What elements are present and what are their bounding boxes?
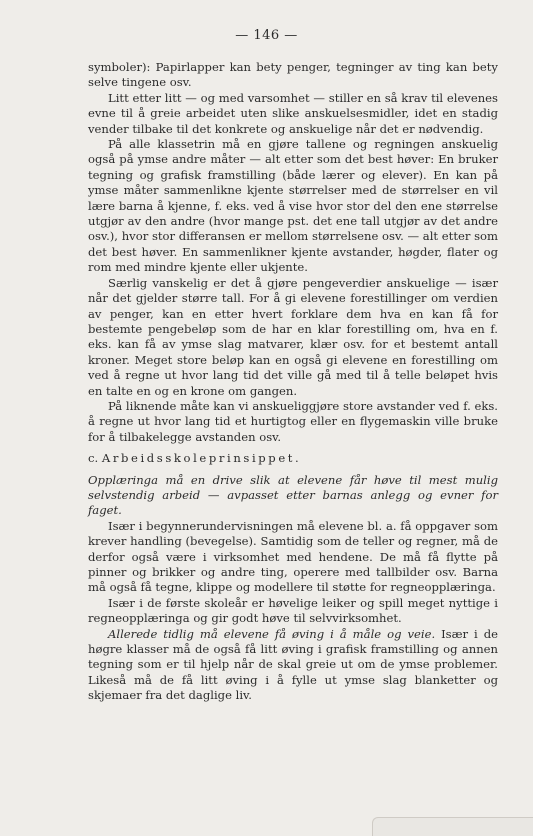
section-heading [88,451,498,466]
paragraph-continued: symboler): Papirlapper kan bety penger, tegninger av ting kan bety selve tingene osv. [88,60,498,90]
section-title: Arbeidsskoleprinsippet. [101,451,302,466]
section-subheading: Opplæringa må en drive slik at elevene får høve til mest mulig selvstendig arbeid — avpasset etter barnas anlegg og evner for faget. [88,472,498,518]
paragraph: På liknende måte kan vi anskueliggjøre store avstander ved f. eks. å regne ut hvor lang tid et hurtigtog eller en flygemaskin ville bruke for å tilbakelegge avstanden osv. [88,398,498,444]
paragraph: Særlig vanskelig er det å gjøre pengeverdier anskuelige — især når det gjelder større tall. For å gi elevene forestillinger om verdien av penger, kan en etter hvert forklare dem hva en kan få for bestemte pengebeløp som de har en klar forestilling om, hva en f. eks. kan få av ymse slag matvarer, klær osv. for et bestemt antall kroner. Meget store beløp kan en også gi elevene en forestilling om ved å regne ut hvor lang tid det ville gå med til å telle beløpet hvis en talte en og en krone om gangen. [88,275,498,398]
paragraph-text: Især i de høgre klasser må de også få litt øving i grafisk framstilling og annen tegning som er til hjelp når de skal greie ut om de ymse problemer. Likeså må de få litt øving i å fylle ut ymse slag blanketter og skjemaer fra det daglige liv. [88,626,498,703]
paragraph [88,627,498,704]
page-body [88,60,498,704]
paragraph: Litt etter litt — og med varsomhet — stiller en så krav til elevenes evne til å greie arbeidet uten slike anskuelsesmidler, idet en stadig vender tilbake til det konkrete og anskuelige når det er nødvendig. [88,90,498,136]
section-label: c. [88,451,99,466]
paragraph: Især i begynnerundervisningen må elevene bl. a. få oppgaver som krever handling (bevegelse). Samtidig som de teller og regner, må de derfor også være i virksomhet med hendene. De må få flytte på pinner og brikker og andre ting, operere med tallbilder osv. Barna må også få tegne, klippe og modellere til støtte for regneopplæringa. [88,518,498,595]
paragraph: Især i de første skoleår er høvelige leiker og spill meget nyttige i regneopplæringa og gir godt høve til selvvirksomhet. [88,595,498,626]
paragraph: På alle klassetrin må en gjøre tallene og regningen anskuelig også på ymse andre måter — alt etter som det best høver: En bruker tegning og grafisk framstilling (både lærer og elever). En kan på ymse måter sammenlikne kjente størrelser med de størrelser en vil lære barna å kjenne, f. eks. ved å vise hvor stor del den ene størrelse utgjør av den andre (hvor mange pst. det ene tall utgjør av det andre osv.), hvor stor differansen er mellom størrelsene osv. — alt etter som det best høver. En sammenlikner kjente avstander, høgder, flater og rom med mindre kjente eller ukjente. [88,137,498,275]
page-number: — 146 — [235,28,298,43]
scan-page-edge [372,817,533,836]
italic-lead: Allerede tidlig må elevene få øving i å måle og veie. [108,626,436,641]
